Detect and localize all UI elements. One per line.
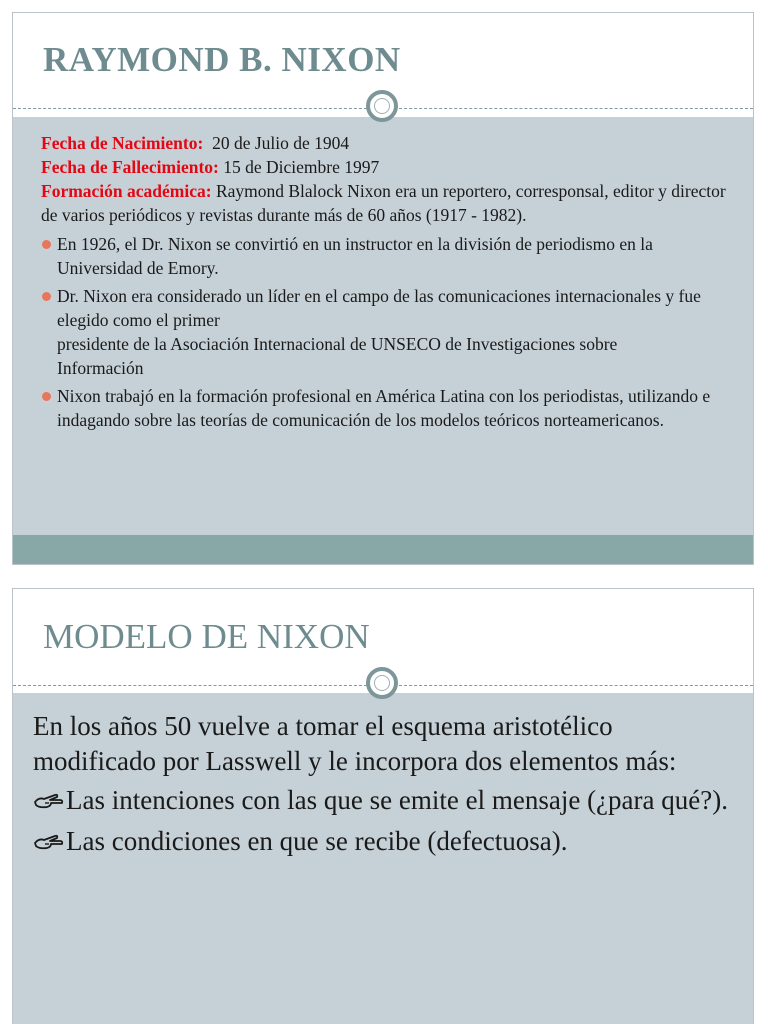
bullet-line: Dr. Nixon era considerado un líder en el campo de las comunicaciones internacionales y fue elegido como el primer — [57, 286, 701, 330]
slide-title: MODELO DE NIXON — [43, 617, 370, 656]
slide-modelo-nixon — [12, 588, 754, 1024]
list-item — [33, 783, 733, 818]
bullet-text: Nixon trabajó en la formación profesional en América Latina con los periodistas, utilizando e indagando sobre las teorías de comunicación de los modelos teóricos norteamericanos. — [57, 386, 711, 430]
round-bullet-icon — [42, 240, 51, 249]
education-label: Formación académica: — [41, 181, 212, 201]
list-item — [41, 232, 731, 280]
pointing-hand-icon — [33, 790, 65, 810]
bio-bullet-list — [41, 232, 731, 432]
birth-value: 20 de Julio de 1904 — [212, 133, 350, 153]
footer-band — [13, 535, 753, 564]
birth-label: Fecha de Nacimiento: — [41, 133, 204, 153]
bullet-text: Las condiciones en que se recibe (defectuosa). — [66, 826, 568, 856]
circle-ornament-icon — [366, 90, 398, 122]
birth-row — [41, 131, 731, 155]
bullet-line: presidente de la Asociación Internacional de UNSECO de Investigaciones sobre — [57, 334, 618, 354]
slide-title: RAYMOND B. NIXON — [43, 40, 401, 79]
model-bullet-list — [33, 783, 733, 859]
model-intro: En los años 50 vuelve a tomar el esquema aristotélico modificado por Lasswell y le incorpora dos elementos más: — [33, 711, 677, 776]
death-value: 15 de Diciembre 1997 — [223, 157, 380, 177]
list-item — [41, 384, 731, 432]
education-row — [41, 179, 731, 227]
round-bullet-icon — [42, 392, 51, 401]
model-content — [33, 709, 733, 865]
circle-ornament-icon — [366, 667, 398, 699]
slide-raymond-nixon — [12, 12, 754, 565]
bullet-line: Información — [57, 358, 144, 378]
round-bullet-icon — [42, 292, 51, 301]
bullet-text: Las intenciones con las que se emite el mensaje (¿para qué?). — [66, 785, 728, 815]
education-value: Raymond Blalock Nixon era un reportero, corresponsal, editor y director de varios periódicos y revistas durante más de 60 años (1917 - 1982). — [41, 181, 726, 225]
bio-content — [41, 131, 731, 436]
bullet-text: En 1926, el Dr. Nixon se convirtió en un instructor en la división de periodismo en la Universidad de Emory. — [57, 234, 653, 278]
death-row — [41, 155, 731, 179]
pointing-hand-icon — [33, 831, 65, 851]
list-item — [41, 284, 731, 380]
death-label: Fecha de Fallecimiento: — [41, 157, 219, 177]
list-item — [33, 824, 733, 859]
